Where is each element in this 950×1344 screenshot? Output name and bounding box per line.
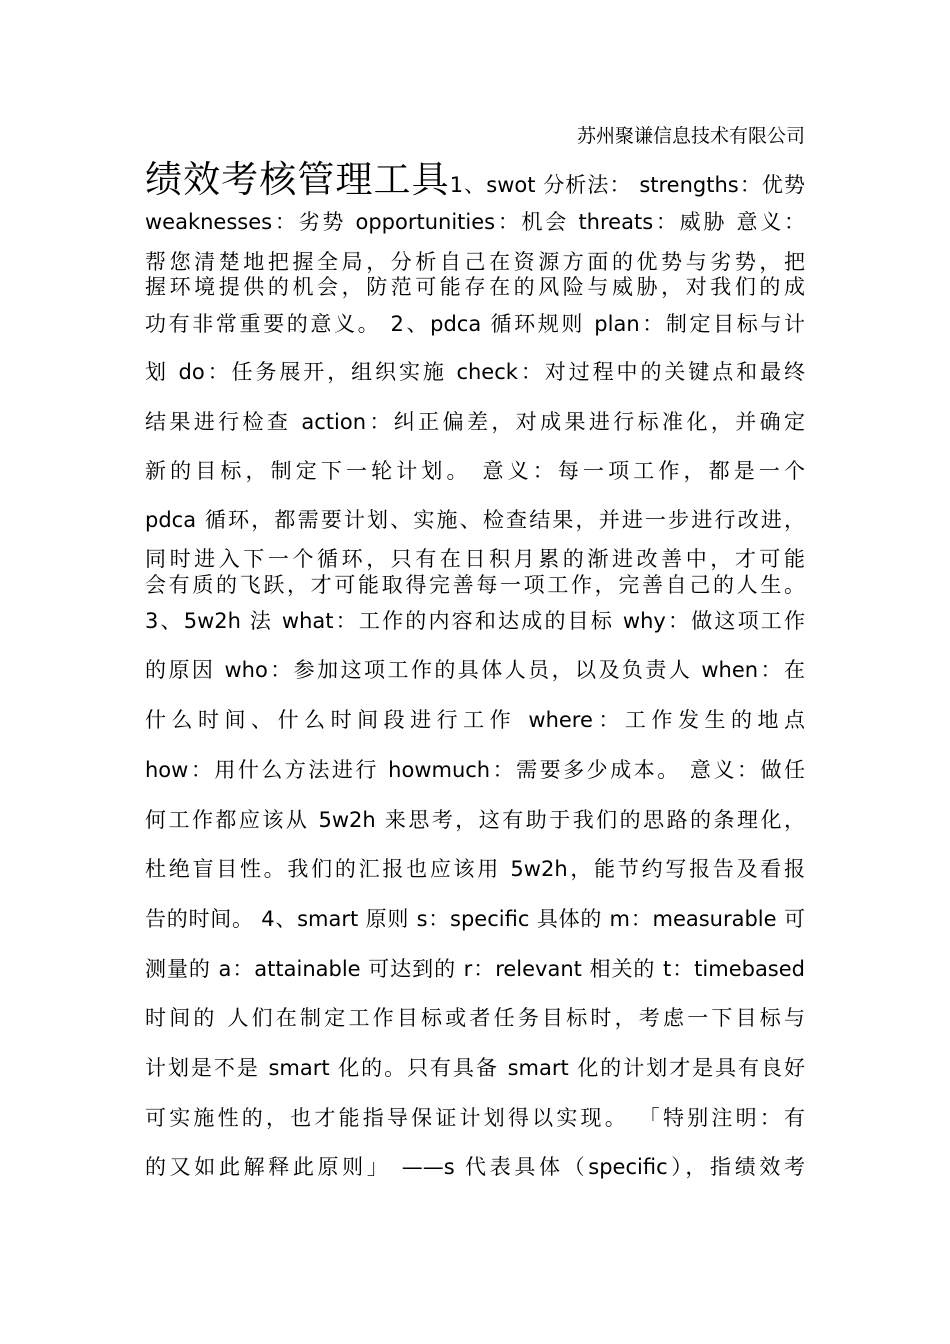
text-line: 告的时间。 4、smart 原则 s：specific 具体的 m：measurable 可 <box>145 907 805 931</box>
text-line: how：用什么方法进行 howmuch：需要多少成本。 意义：做任 <box>145 758 805 782</box>
text-line: 功有非常重要的意义。 2、pdca 循环规则 plan：制定目标与计 <box>145 312 805 336</box>
text-line: 的原因 who：参加这项工作的具体人员，以及负责人 when：在 <box>145 658 805 682</box>
text-line: 握环境提供的机会，防范可能存在的风险与威胁，对我们的成 <box>145 275 805 299</box>
text-line: 3、5w2h 法 what：工作的内容和达成的目标 why：做这项工作 <box>145 609 805 633</box>
text-line: 可实施性的，也才能指导保证计划得以实现。 「特别注明：有 <box>145 1106 805 1130</box>
text-line: 结果进行检查 action：纠正偏差，对成果进行标准化，并确定 <box>145 410 805 434</box>
text-line: 同时进入下一个循环，只有在日积月累的渐进改善中，才可能 <box>145 547 805 571</box>
text-line: 划 do：任务展开，组织实施 check：对过程中的关键点和最终 <box>145 360 805 384</box>
text-line: 测量的 a：attainable 可达到的 r：relevant 相关的 t：timebased <box>145 957 805 981</box>
text-line: pdca 循环，都需要计划、实施、检查结果，并进一步进行改进， <box>145 508 805 532</box>
company-header: 苏州聚谦信息技术有限公司 <box>576 125 805 147</box>
text-line: weaknesses：劣势 opportunities：机会 threats：威胁 意义： <box>145 210 805 234</box>
text-line: 何工作都应该从 5w2h 来思考，这有助于我们的思路的条理化， <box>145 808 805 832</box>
text-line-title <box>145 158 805 202</box>
text-line: 会有质的飞跃，才可能取得完善每一项工作，完善自己的人生。 <box>145 573 805 597</box>
text-line-content: 1、swot 分析法： strengths：优势 <box>449 173 805 197</box>
text-line: 新的目标，制定下一轮计划。 意义：每一项工作，都是一个 <box>145 459 805 483</box>
text-line: 杜绝盲目性。我们的汇报也应该用 5w2h，能节约写报告及看报 <box>145 857 805 881</box>
text-line: 的又如此解释此原则」 ——s 代表具体（specific），指绩效考 <box>145 1155 805 1179</box>
text-line: 帮您清楚地把握全局，分析自己在资源方面的优势与劣势，把 <box>145 250 805 274</box>
document-title: 绩效考核管理工具 <box>145 158 450 201</box>
text-line: 什么时间、什么时间段进行工作 where：工作发生的地点 <box>145 708 805 732</box>
text-line: 计划是不是 smart 化的。只有具备 smart 化的计划才是具有良好 <box>145 1056 805 1080</box>
text-line: 时间的 人们在制定工作目标或者任务目标时，考虑一下目标与 <box>145 1006 805 1030</box>
